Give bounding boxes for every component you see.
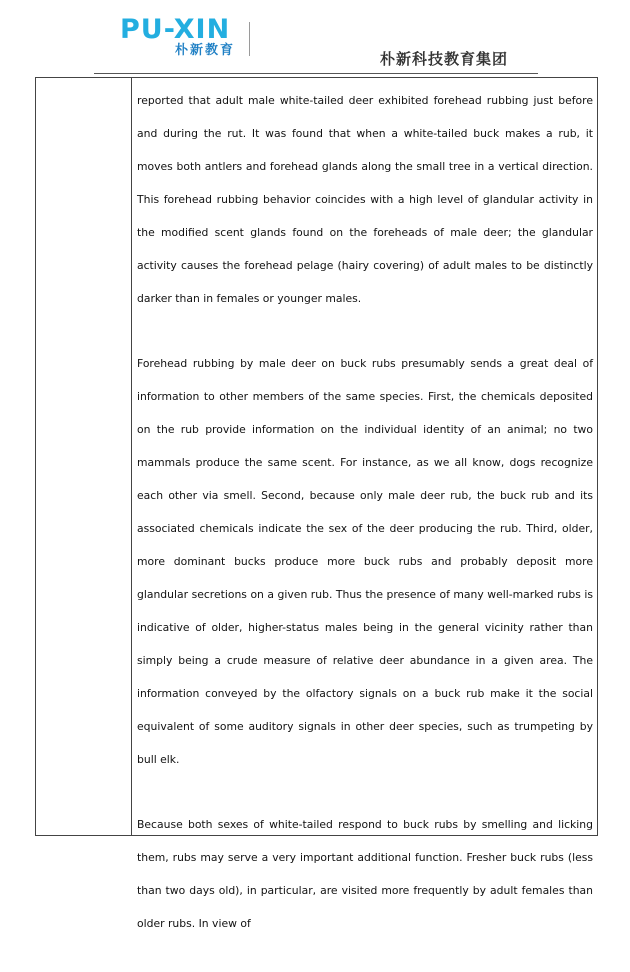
column-divider (131, 78, 132, 835)
paragraph-2: Forehead rubbing by male deer on buck rubs presumably sends a great deal of information to other members of the same species. First, the chemicals deposited on the rub provide information on the individual identity of an animal; no two mammals produce the same scent. For instance, as we all know, dogs recognize each other via smell. Second, because only male deer rub, the buck rub and its associated chemicals indicate the sex of the deer producing the rub. Third, older, more dominant bucks produce more buck rubs and probably deposit more glandular secretions on a given rub. Thus the presence of many well-marked rubs is indicative of older, higher-status males being in the general vicinity rather than simply being a crude measure of relative deer abundance in a given area. The information conveyed by the olfactory signals on a buck rub make it the social equivalent of some auditory signals in other deer species, such as trumpeting by bull elk. (137, 357, 593, 766)
passage-text (137, 84, 593, 972)
logo-separator (249, 22, 250, 56)
header-rule (94, 73, 538, 74)
page-header (0, 0, 630, 80)
logo-latin-text: PU-XIN (120, 14, 231, 45)
content-table (35, 77, 598, 930)
organization-name: 朴新科技教育集团 (380, 50, 509, 68)
paragraph-3: Because both sexes of white-tailed respond to buck rubs by smelling and licking them, rubs may serve a very important additional function. Fresher buck rubs (less than two days old), in particular, are visited more frequently by adult females than older rubs. In view of (137, 818, 593, 930)
logo-chinese-text: 朴新教育 (175, 43, 236, 58)
puxin-logo (120, 16, 250, 60)
paragraph-1: reported that adult male white-tailed deer exhibited forehead rubbing just before and during the rut. It was found that when a white-tailed buck makes a rub, it moves both antlers and forehead glands along the small tree in a vertical direction. This forehead rubbing behavior coincides with a high level of glandular activity in the modified scent glands found on the foreheads of male deer; the glandular activity causes the forehead pelage (hairy covering) of adult males to be distinctly darker than in females or younger males. (137, 94, 593, 305)
